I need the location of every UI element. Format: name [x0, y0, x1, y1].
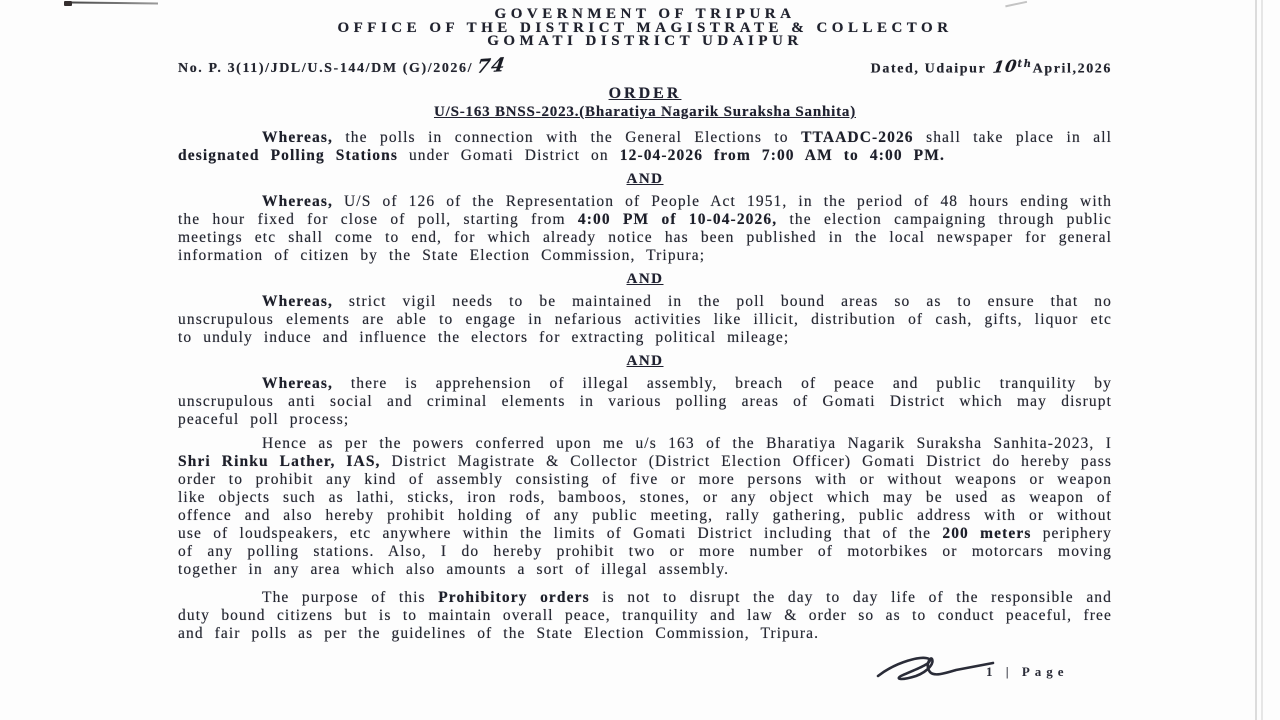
text-run: The purpose of this — [262, 589, 439, 607]
text-run: Hence as per the powers conferred upon me u/s 163 of the Bharatiya Nagarik Suraksha Sanhita-2023, I — [262, 435, 1112, 453]
paragraph-whereas-strict-vigil — [178, 293, 1112, 347]
paragraph-hence-prohibition-order — [178, 435, 1112, 579]
scan-edge-line — [1255, 0, 1257, 720]
paragraph-whereas-polls — [178, 129, 1112, 165]
scan-artifact-line — [72, 2, 158, 5]
paragraph-whereas-campaign-end — [178, 193, 1112, 265]
text-run: under Gomati District on — [397, 147, 620, 165]
text-run: is not to disrupt the day to day life of the responsible and duty bound citizens but is to maintain overall peace, tranquility and law & order so as to conduct peaceful, free and fair polls as per the guidelines of the State Election Commission, Tripura. — [178, 589, 1112, 643]
separator-and-1: AND — [626, 171, 664, 188]
text-run: Whereas, — [262, 375, 333, 393]
text-run: U/S of 126 of the Representation of People Act 1951, in the period of 48 hours ending with the hour fixed for close of poll, starting from — [178, 193, 1112, 229]
text-run: TTAADC-2026 — [801, 129, 914, 147]
scan-artifact-blob — [64, 1, 72, 6]
paragraph-whereas-apprehension — [178, 375, 1112, 429]
text-run: Whereas, — [262, 193, 333, 211]
memo-number-line — [178, 54, 508, 79]
text-run: Shri Rinku Lather, IAS, — [178, 453, 381, 471]
date-label: Dated, Udaipur — [870, 61, 987, 77]
letterhead-government: GOVERNMENT OF TRIPURA — [494, 6, 796, 22]
separator-and-3: AND — [626, 353, 664, 370]
order-document-body — [178, 8, 1112, 649]
scan-edge-line — [1261, 0, 1263, 720]
separator-and-2: AND — [626, 271, 664, 288]
handwritten-date-day: 10 — [991, 56, 1020, 77]
text-run: 4:00 PM of 10-04-2026, — [577, 211, 778, 229]
letterhead-office: OFFICE OF THE DISTRICT MAGISTRATE & COLLECTOR — [337, 19, 953, 36]
text-run: 12-04-2026 from 7:00 AM to 4:00 PM. — [619, 147, 945, 165]
text-run: Whereas, — [262, 293, 333, 311]
text-run: shall take place in all — [913, 129, 1113, 147]
date-line — [870, 56, 1112, 78]
order-title: ORDER — [608, 85, 682, 103]
text-run: there is apprehension of illegal assembly, breach of peace and public tranquility by unscrupulous anti social and criminal elements in various polling areas of Gomati District which may disrupt peaceful poll process; — [178, 375, 1112, 429]
date-month-year: April,2026 — [1032, 61, 1112, 77]
reference-row — [178, 54, 1112, 79]
handwritten-serial-number: 74 — [475, 54, 508, 79]
text-run: periphery of any polling stations. Also, I do hereby prohibit two or more number of motorbikes or motorcars moving together in any area which also amounts a sort of illegal assembly. — [178, 525, 1112, 579]
text-run: the election campaigning through public meetings etc shall come to end, for which already notice has been published in the local newspaper for general information of citizen by the State Election Commission, Tripura; — [178, 211, 1113, 265]
page-number-label: 1 | Page — [986, 664, 1069, 679]
order-subtitle: U/S-163 BNSS-2023.(Bharatiya Nagarik Suraksha Sanhita) — [433, 104, 856, 121]
date-day-ordinal-suffix: th — [1017, 58, 1033, 70]
signature-scribble — [872, 648, 1000, 690]
memo-number-printed: No. P. 3(11)/JDL/U.S-144/DM (G)/2026/ — [178, 61, 474, 77]
text-run: 200 meters — [942, 525, 1032, 543]
paragraph-purpose-of-order — [178, 589, 1112, 643]
letterhead — [178, 8, 1112, 49]
text-run: strict vigil needs to be maintained in the poll bound areas so as to ensure that no unscrupulous elements are able to engage in nefarious activities like illicit, distribution of cash, gifts, liquor etc to unduly induce and influence the electors for extracting political mileage; — [178, 293, 1112, 347]
text-run: Whereas, — [262, 129, 333, 147]
letterhead-district: GOMATI DISTRICT UDAIPUR — [487, 33, 803, 49]
text-run: designated Polling Stations — [178, 147, 398, 165]
text-run: Prohibitory orders — [438, 589, 590, 607]
text-run: District Magistrate & Collector (District Election Officer) Gomati District do hereby pass order to prohibit any kind of assembly consisting of five or more persons with or without weapons or weapon like objects such as lathi, sticks, iron rods, bamboos, stones, or any object which may be used as weapon of offence and also hereby prohibit holding of any public meeting, rally gathering, public address with or without use of loudspeakers, etc anywhere within the limits of Gomati District including that of the — [178, 453, 1113, 543]
text-run: the polls in connection with the General Elections to — [332, 129, 802, 147]
